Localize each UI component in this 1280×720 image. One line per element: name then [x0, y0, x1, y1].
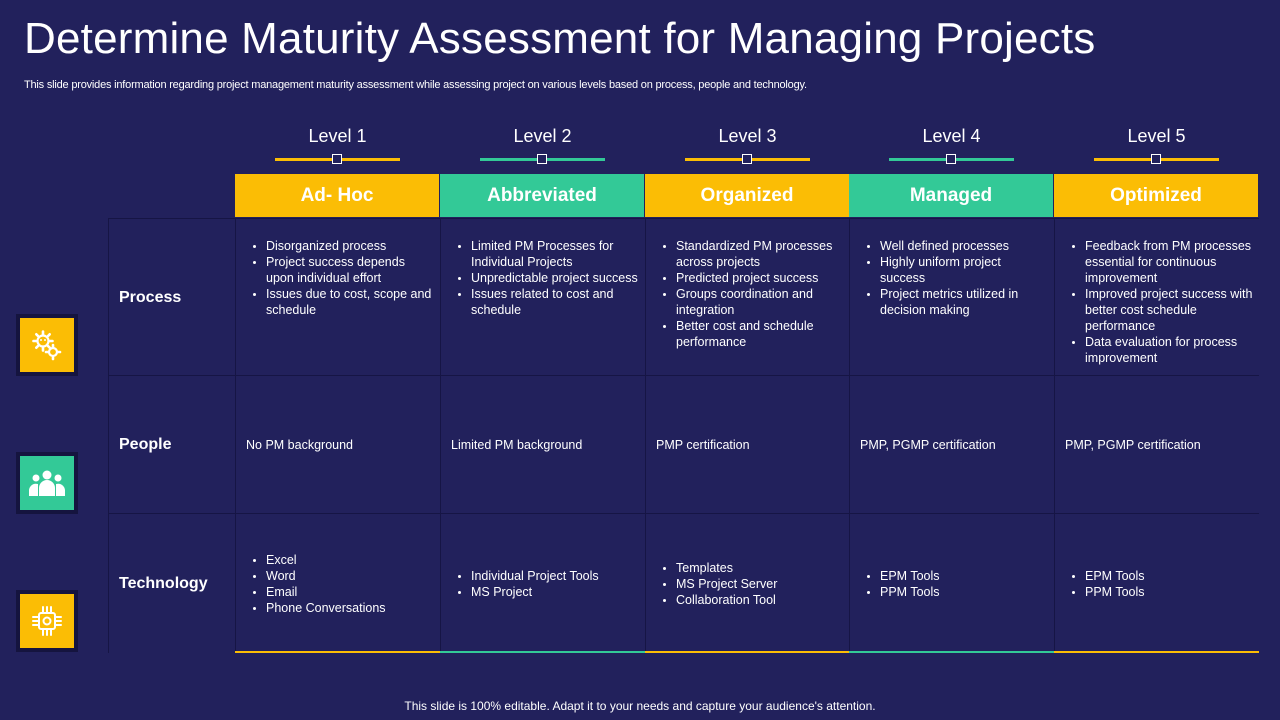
list-item: • Well defined processes: [880, 238, 1048, 254]
level-marker: [537, 154, 547, 164]
footer-note: This slide is 100% editable. Adapt it to your needs and capture your audience's attention.: [404, 699, 876, 713]
bottom-accent: [440, 651, 645, 653]
level-5: [1054, 126, 1259, 147]
list-item: • Better cost and schedule performance: [676, 318, 844, 350]
list-item: • PPM Tools: [880, 584, 940, 600]
gears-icon: [20, 318, 74, 372]
stage-header-optimized: Optimized: [1054, 174, 1258, 217]
list-item: • Templates: [676, 560, 777, 576]
level-marker: [1151, 154, 1161, 164]
table-cell: [645, 219, 850, 376]
list-item: • Feedback from PM processes essential for continuous improvement: [1085, 238, 1253, 286]
list-item: • Unpredictable project success: [471, 270, 639, 286]
list-item: • Individual Project Tools: [471, 568, 599, 584]
bottom-accent: [645, 651, 850, 653]
level-marker: [742, 154, 752, 164]
list-item: • Word: [266, 568, 386, 584]
list-item: • Phone Conversations: [266, 600, 386, 616]
level-label: Level 3: [718, 126, 777, 146]
bottom-accent: [849, 651, 1054, 653]
table-cell: PMP certification: [645, 376, 850, 514]
table-cell: PMP, PGMP certification: [1054, 376, 1259, 514]
process-icon-box: [16, 314, 78, 376]
row-label: Technology: [108, 514, 234, 653]
level-4: [849, 126, 1054, 147]
stage-header-adhoc: Ad- Hoc: [235, 174, 439, 217]
chip-icon: [20, 594, 74, 648]
level-1: [235, 126, 440, 147]
page-title: Determine Maturity Assessment for Managing Projects: [24, 14, 1096, 63]
bottom-accent: [235, 651, 440, 653]
table-cell: [849, 219, 1054, 376]
table-row-people: [108, 375, 1259, 514]
list-item: • Highly uniform project success: [880, 254, 1048, 286]
level-3: [645, 126, 850, 147]
level-marker: [946, 154, 956, 164]
list-item: • Email: [266, 584, 386, 600]
table-cell: [1054, 219, 1259, 376]
list-item: • Groups coordination and integration: [676, 286, 844, 318]
table-cell: [1054, 514, 1259, 653]
list-item: • Limited PM Processes for Individual Projects: [471, 238, 639, 270]
list-item: • Improved project success with better cost schedule performance: [1085, 286, 1253, 334]
table-cell: [440, 219, 645, 376]
maturity-table: [108, 218, 1259, 652]
list-item: • EPM Tools: [880, 568, 940, 584]
row-label: Process: [108, 219, 234, 376]
level-label: Level 5: [1127, 126, 1186, 146]
level-label: Level 4: [922, 126, 981, 146]
list-item: • MS Project: [471, 584, 599, 600]
list-item: • Issues due to cost, scope and schedule: [266, 286, 434, 318]
list-item: • Predicted project success: [676, 270, 844, 286]
table-cell: PMP, PGMP certification: [849, 376, 1054, 514]
level-2: [440, 126, 645, 147]
list-item: • Collaboration Tool: [676, 592, 777, 608]
table-row-process: [108, 218, 1259, 376]
list-item: • Project success depends upon individual effort: [266, 254, 434, 286]
level-label: Level 1: [308, 126, 367, 146]
row-label: People: [108, 376, 234, 514]
stage-header-managed: Managed: [849, 174, 1053, 217]
bottom-accent: [1054, 651, 1259, 653]
list-item: • Issues related to cost and schedule: [471, 286, 639, 318]
table-cell: Limited PM background: [440, 376, 645, 514]
table-row-technology: [108, 513, 1259, 653]
technology-icon-box: [16, 590, 78, 652]
table-cell: [645, 514, 850, 653]
list-item: • Excel: [266, 552, 386, 568]
stage-header-abbreviated: Abbreviated: [440, 174, 644, 217]
stage-header-organized: Organized: [645, 174, 849, 217]
list-item: • Data evaluation for process improvement: [1085, 334, 1253, 366]
page-subtitle: This slide provides information regarding project management maturity assessment while assessing project on various levels based on process, people and technology.: [24, 79, 807, 91]
list-item: • MS Project Server: [676, 576, 777, 592]
team-icon: [20, 456, 74, 510]
level-label: Level 2: [513, 126, 572, 146]
table-cell: [235, 514, 440, 653]
level-marker: [332, 154, 342, 164]
list-item: • EPM Tools: [1085, 568, 1145, 584]
list-item: • Standardized PM processes across projects: [676, 238, 844, 270]
table-cell: No PM background: [235, 376, 440, 514]
list-item: • Project metrics utilized in decision making: [880, 286, 1048, 318]
people-icon-box: [16, 452, 78, 514]
list-item: • PPM Tools: [1085, 584, 1145, 600]
table-cell: [849, 514, 1054, 653]
list-item: • Disorganized process: [266, 238, 434, 254]
table-cell: [440, 514, 645, 653]
table-cell: [235, 219, 440, 376]
